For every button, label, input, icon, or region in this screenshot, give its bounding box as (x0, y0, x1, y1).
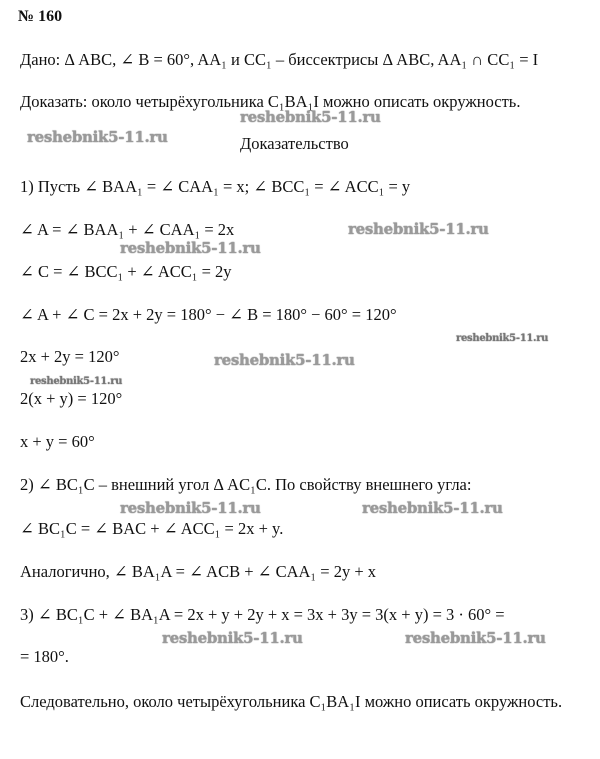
step2-line: 2) ∠ BC₁C – внешний угол Δ AC₁C. По свойству внешнего угла: (20, 475, 472, 494)
watermark: reshebnik5-11.ru (348, 220, 489, 238)
prove-line: Доказать: около четырёхугольника C₁BA₁I можно описать окружность. (20, 92, 521, 111)
watermark: reshebnik5-11.ru (405, 629, 546, 647)
watermark: reshebnik5-11.ru (456, 333, 549, 344)
watermark: reshebnik5-11.ru (120, 239, 261, 257)
watermark: reshebnik5-11.ru (240, 108, 381, 126)
given-line: Дано: Δ ABC, ∠ B = 60°, AA₁ и CC₁ – биссектрисы Δ ABC, AA₁ ∩ CC₁ = I (20, 50, 539, 69)
angle-a-line: ∠ A = ∠ BAA₁ + ∠ CAA₁ = 2x (20, 220, 235, 239)
watermark: reshebnik5-11.ru (120, 499, 261, 517)
equation-line: x + y = 60° (20, 432, 95, 451)
problem-number: № 160 (18, 8, 63, 25)
watermark: reshebnik5-11.ru (30, 376, 123, 387)
watermark: reshebnik5-11.ru (214, 351, 355, 369)
sum-line: ∠ A + ∠ C = 2x + 2y = 180° − ∠ B = 180° − 60° = 120° (20, 305, 397, 324)
watermark: reshebnik5-11.ru (362, 499, 503, 517)
watermark: reshebnik5-11.ru (162, 629, 303, 647)
step3-line: 3) ∠ BC₁C + ∠ BA₁A = 2x + y + 2y + x = 3x + 3y = 3(x + y) = 3 · 60° = (20, 605, 505, 624)
step1-line: 1) Пусть ∠ BAA₁ = ∠ CAA₁ = x; ∠ BCC₁ = ∠ ACC₁ = y (20, 177, 411, 196)
exterior-angle-line: ∠ BC₁C = ∠ BAC + ∠ ACC₁ = 2x + y. (20, 519, 284, 538)
watermark: reshebnik5-11.ru (27, 128, 168, 146)
equation-line: 2x + 2y = 120° (20, 347, 120, 366)
conclusion-line: Следовательно, около четырёхугольника C₁BA₁I можно описать окружность. (20, 692, 563, 711)
angle-c-line: ∠ C = ∠ BCC₁ + ∠ ACC₁ = 2y (20, 262, 232, 281)
proof-heading: Доказательство (240, 134, 349, 153)
analogous-line: Аналогично, ∠ BA₁A = ∠ ACB + ∠ CAA₁ = 2y + x (20, 562, 377, 581)
step3-result: = 180°. (20, 647, 69, 666)
equation-line: 2(x + y) = 120° (20, 389, 123, 408)
